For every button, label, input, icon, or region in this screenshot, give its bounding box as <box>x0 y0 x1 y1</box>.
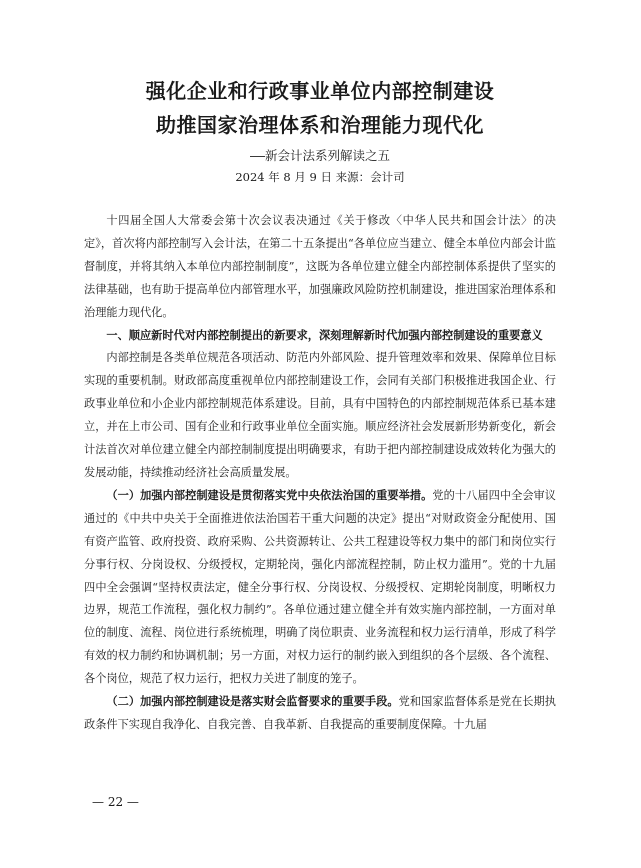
paragraph-4 <box>84 691 556 737</box>
paragraph-3-text: 党的十八届四中全会审议通过的《中共中央关于全面推进依法治国若干重大问题的决定》提出“对财政资金分配使用、国有资产监管、政府投资、政府采购、公共资源转让、公共工程建设等权力集中的部门和岗位实行分事行权、分岗设权、分级授权，定期轮岗，强化内部流程控制，防止权力滥用”。党的十九届四中全会强调“坚持权责法定，健全分事行权、分岗设权、分级授权、定期轮岗制度，明晰权力边界，规范工作流程，强化权力制约”。各单位通过建立健全并有效实施内部控制，一方面对单位的制度、流程、岗位进行系统梳理，明确了岗位职责、业务流程和权力运行清单，形成了科学有效的权力制约和协调机制；另一方面，对权力运行的制约嵌入到组织的各个层级、各个流程、各个岗位，规范了权力运行，把权力关进了制度的笼子。 <box>84 488 556 686</box>
subheading-2: （二）加强内部控制建设是落实财会监督要求的重要手段。 <box>106 695 399 709</box>
page-number: — 22 — <box>92 795 139 809</box>
article-title-line-1: 强化企业和行政事业单位内部控制建设 <box>145 79 495 103</box>
document-page <box>84 74 556 737</box>
article-body <box>84 210 556 737</box>
subheading-1: （一）加强内部控制建设是贯彻落实党中央依法治国的重要举措。 <box>106 488 433 502</box>
paragraph-3 <box>84 485 556 691</box>
section-heading-1: 一、顺应新时代对内部控制提出的新要求，深刻理解新时代加强内部控制建设的重要意义 <box>106 328 543 342</box>
paragraph-2: 内部控制是各类单位规范各项活动、防范内外部风险、提升管理效率和效果、保障单位目标实现的重要机制。财政部高度重视单位内部控制建设工作，会同有关部门积极推进我国企业、行政事业单位和小企业内部控制规范体系建设。目前，具有中国特色的内部控制规范体系已基本建立，并在上市公司、国有企业和行政事业单位全面实施。顺应经济社会发展新形势新变化，新会计法首次对单位建立健全内部控制制度提出明确要求，有助于把内部控制建设成效转化为强大的发展动能，持续推动经济社会高质量发展。 <box>84 351 556 479</box>
article-date-source: 2024 年 8 月 9 日 来源：会计司 <box>235 170 405 184</box>
paragraph-4-text: 党和国家监督体系是党在长期执政条件下实现自我净化、自我完善、自我革新、自我提高的重要制度保障。十九届 <box>84 695 556 731</box>
article-title-line-2: 助推国家治理体系和治理能力现代化 <box>156 113 484 137</box>
article-subtitle: ——新会计法系列解读之五 <box>249 148 391 163</box>
paragraph-intro: 十四届全国人大常委会第十次会议表决通过《关于修改〈中华人民共和国会计法〉的决定》，首次将内部控制写入会计法，在第二十五条提出“各单位应当建立、健全本单位内部会计监督制度，并将其纳入本单位内部控制制度”，这既为各单位建立健全内部控制体系提供了坚实的法律基础，也有助于提高单位内部管理水平，加强廉政风险防控机制建设，推进国家治理体系和治理能力现代化。 <box>84 214 556 319</box>
